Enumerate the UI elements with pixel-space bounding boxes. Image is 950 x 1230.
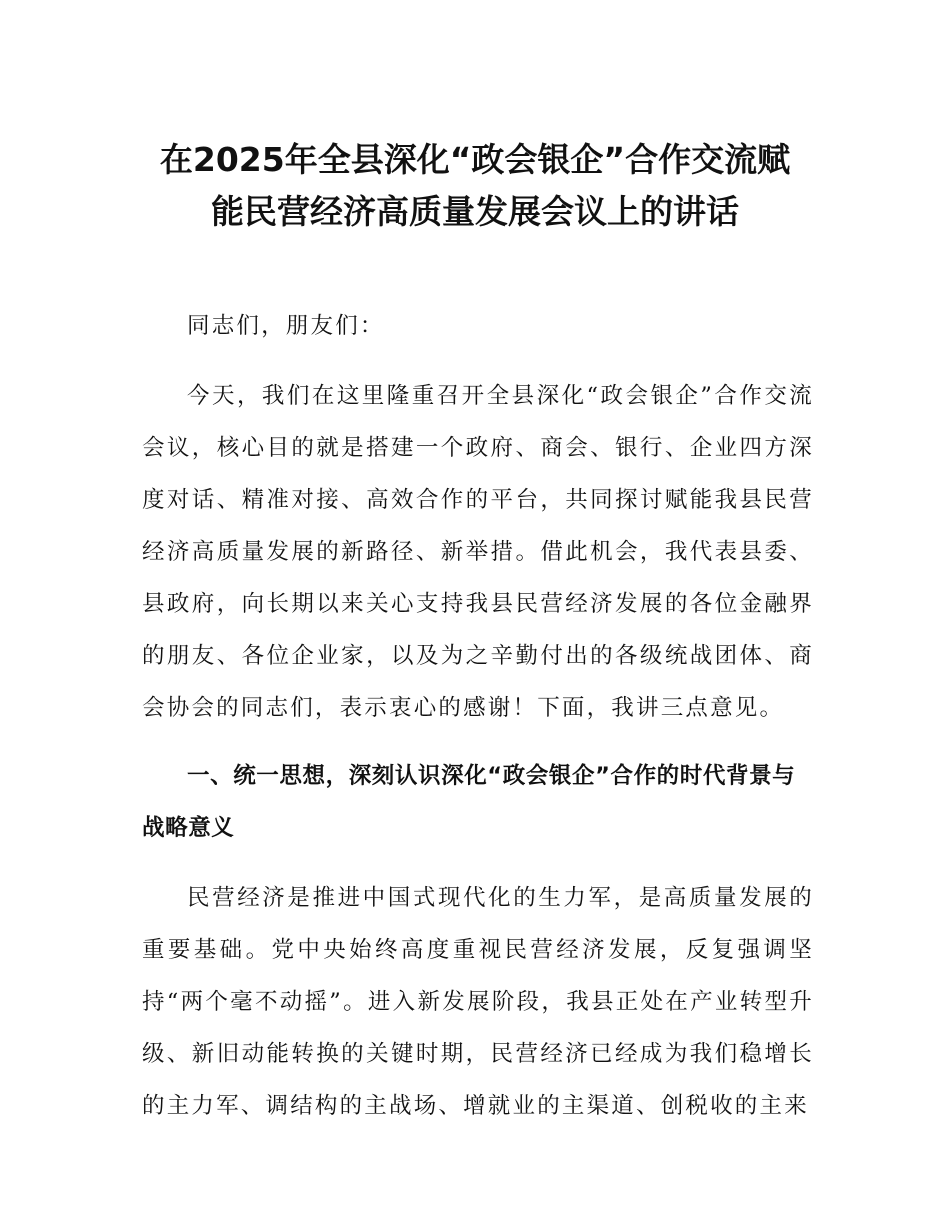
document-title [130,134,820,238]
section-1-paragraph: 民营经济是推进中国式现代化的生力军，是高质量发展的重要基础。党中央始终高度重视民营经济发展，反复强调坚持“两个毫不动摇”。进入新发展阶段，我县正处在产业转型升级、新旧动能转换的关键时期，民营经济已经成为我们稳增长的主力军、调结构的主战场、增就业的主渠道、创税收的主来 [142,885,814,1119]
opening-paragraph: 今天，我们在这里隆重召开全县深化“政会银企”合作交流会议，核心目的就是搭建一个政府、商会、银行、企业四方深度对话、精准对接、高效合作的平台，共同探讨赋能我县民营经济高质量发展的新路径、新举措。借此机会，我代表县委、县政府，向长期以来关心支持我县民营经济发展的各位金融界的朋友、各位企业家，以及为之辛勤付出的各级统战团体、商会协会的同志们，表示衷心的感谢！下面，我讲三点意见。 [142,383,814,721]
title-line-2: 能民营经济高质量发展会议上的讲话 [211,192,739,232]
section-heading-1: 一、统一思想，深刻认识深化“政会银企”合作的时代背景与战略意义 [142,763,796,841]
title-line-1: 在2025年全县深化“政会银企”合作交流赋 [159,140,791,180]
document-body [142,300,814,1132]
greeting-paragraph: 同志们，朋友们： [187,313,385,339]
